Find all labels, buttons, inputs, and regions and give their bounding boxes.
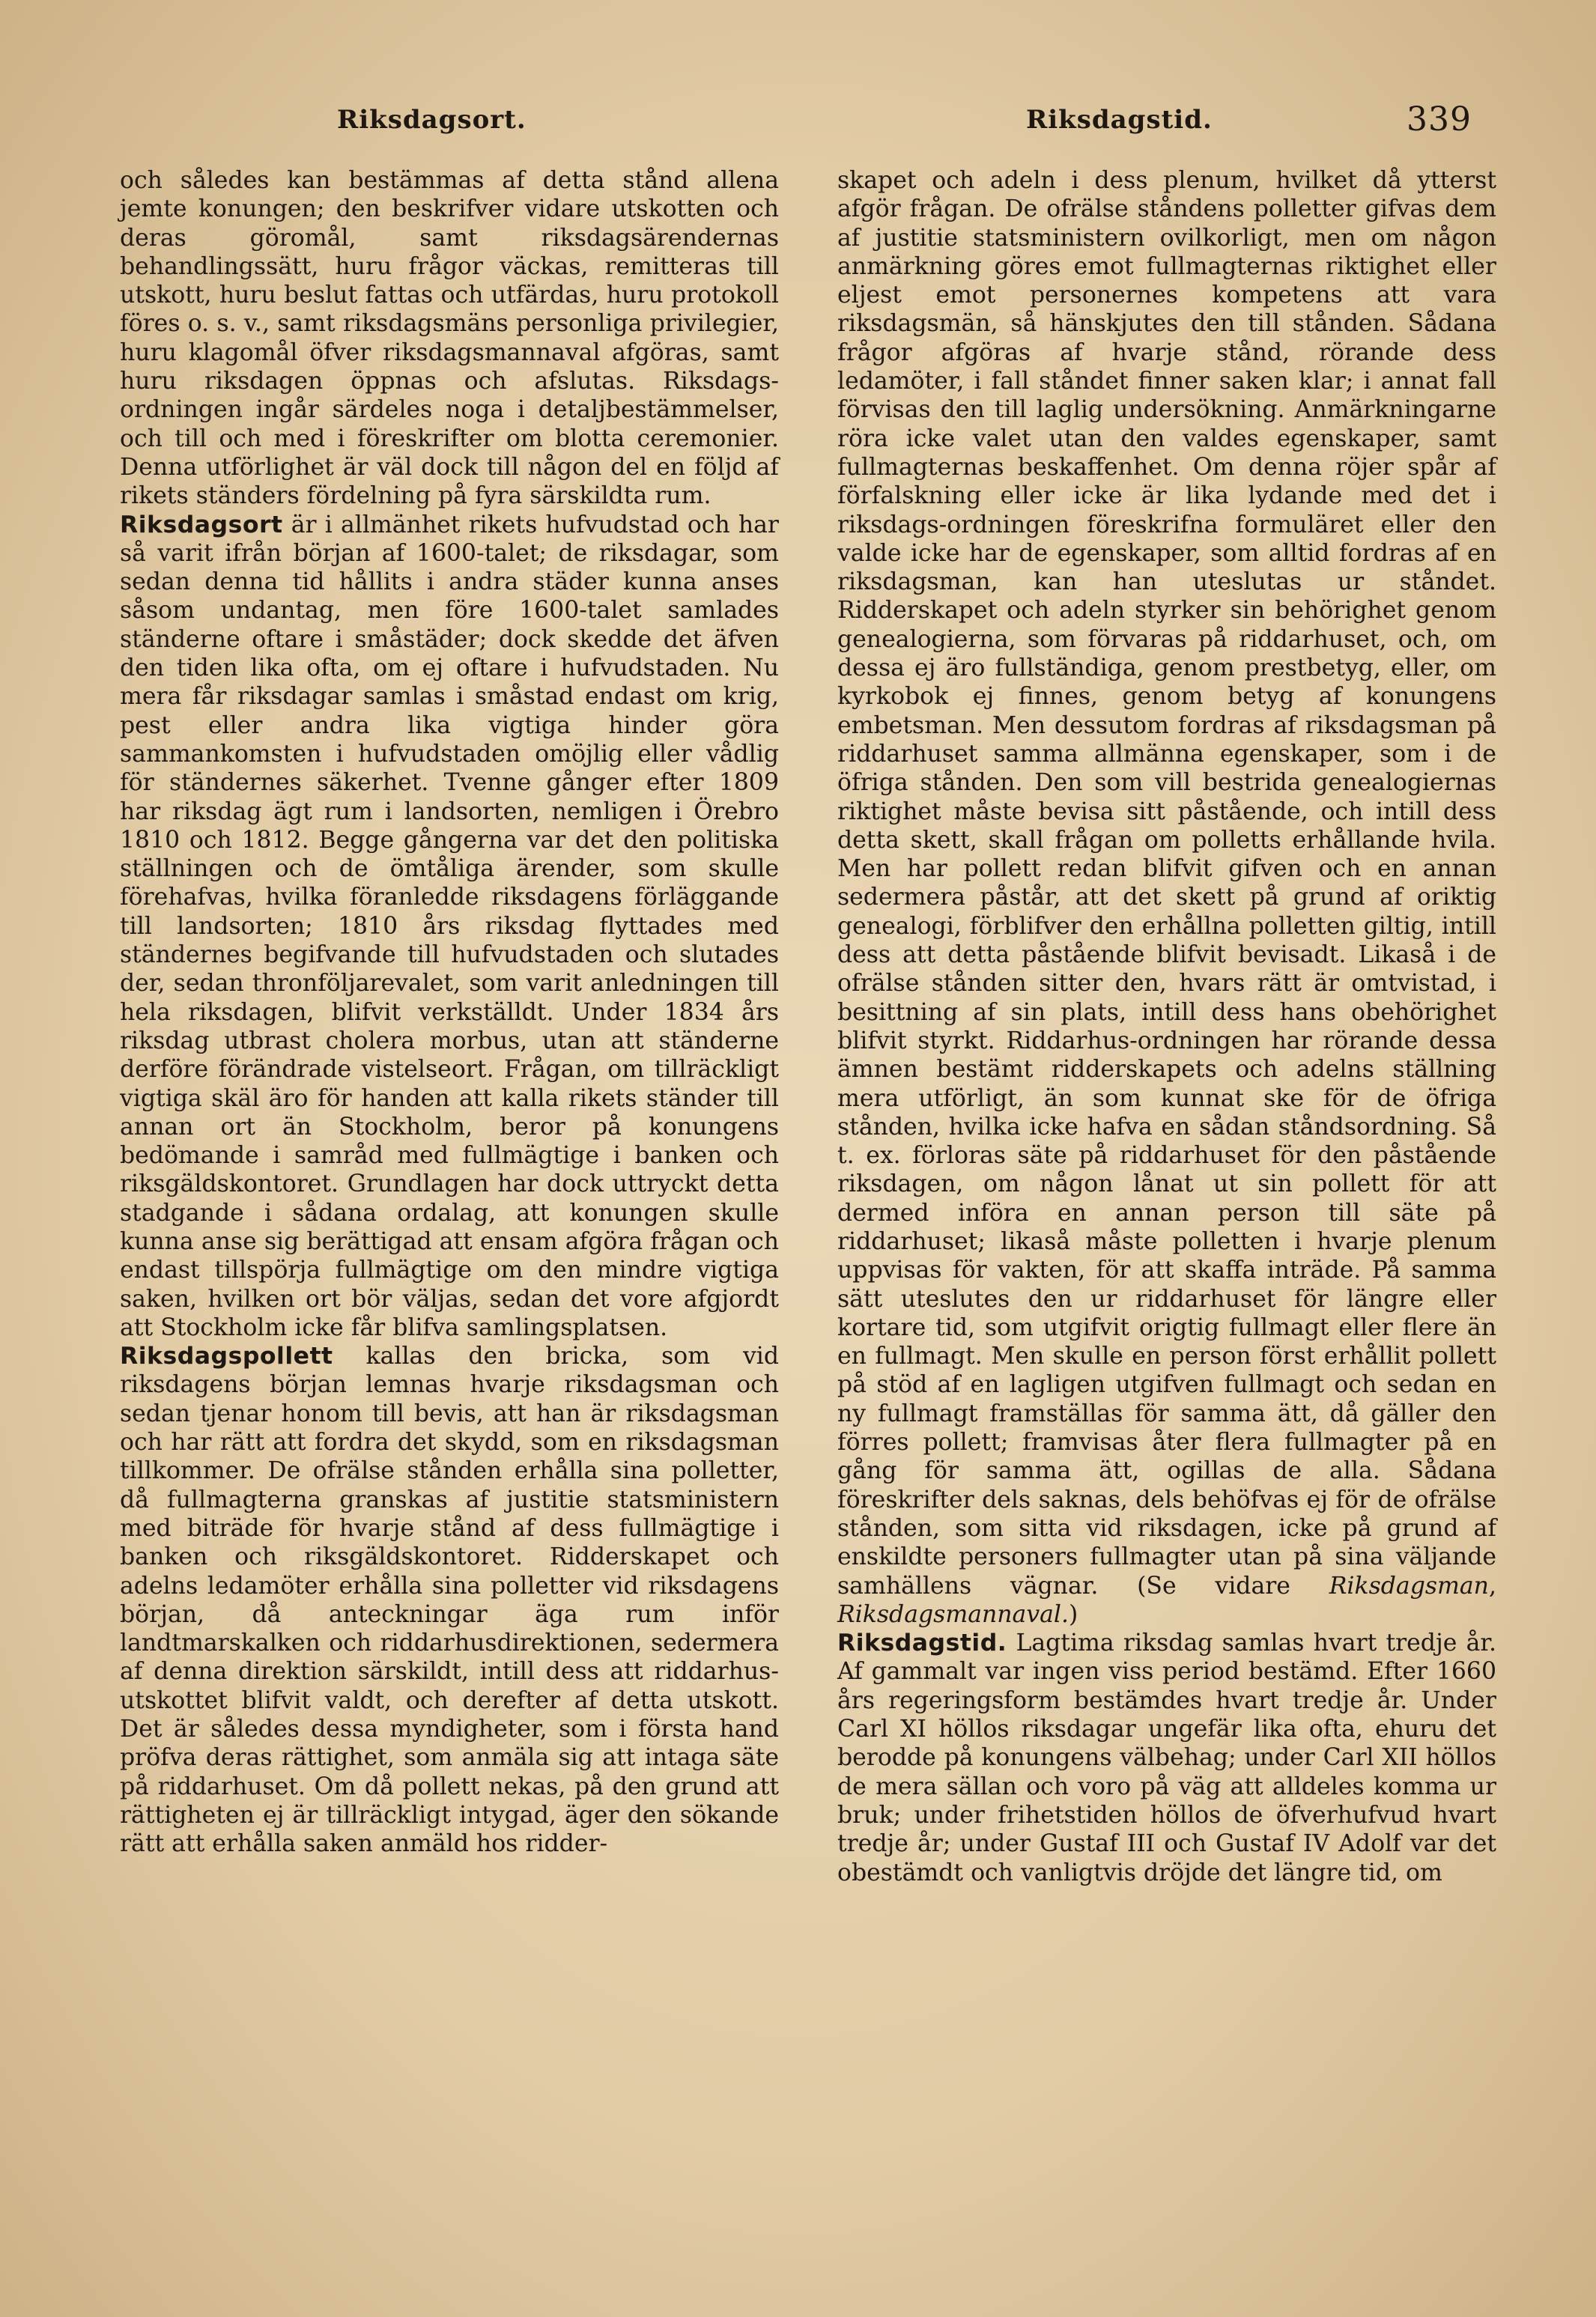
entry-riksdagspollett xyxy=(120,1342,779,1858)
entry-text: Lagtima riksdag samlas hvart tredje år. Af gammalt var ingen viss period bestämd. Efter 1660 års regeringsform bestämdes hvart tredje år. Under Carl XI höllos riksdagar ungefär lika ofta, ehuru det berodde på konungens välbehag; under Carl XII höllos de mera sällan och voro på väg att alldeles komma ur bruk; under frihetstiden höllos de öfverhufvud hvart tredje år; under Gustaf III och Gustaf IV Adolf var det obestämdt och vanligtvis dröjde det längre tid, om xyxy=(837,1630,1496,1886)
running-header-left: Riksdagsort. xyxy=(337,105,527,135)
cross-reference: Riksdagsmannaval. xyxy=(837,1600,1069,1628)
running-header-right: Riksdagstid. xyxy=(1026,105,1213,135)
reference-close: ) xyxy=(1069,1600,1078,1628)
entry-headword: Riksdagstid. xyxy=(837,1630,1007,1657)
entry-headword: Riksdagspollett xyxy=(120,1343,333,1370)
left-column xyxy=(120,166,779,1859)
cross-reference: Riksdagsman xyxy=(1329,1572,1489,1600)
entry-text: är i allmänhet rikets hufvudstad och har så varit ifrån början af 1600-talet; de riksdagar, som sedan denna tid hållits i andra städer kunna anses såsom undantag, men före 1600-talet samlades ständerne oftare i småstäder; dock skedde det äfven den tiden lika ofta, om ej oftare i hufvudstaden. Nu mera får riksdagar samlas i småstad endast om krig, pest eller andra lika vigtiga hinder göra sammankomsten i hufvudstaden omöjlig eller vådlig för ständernes säkerhet. Tvenne gånger efter 1809 har riksdag ägt rum i landsorten, nemligen i Örebro 1810 och 1812. Begge gångerna var det den politiska ställningen och de ömtåliga ärender, som skulle förehafvas, hvilka föranledde riksdagens förläggande till landsorten; 1810 års riksdag flyttades med ständernes begifvande till hufvudstaden och slutades der, sedan thronföljarevalet, som varit anledningen till hela riksdagen, blifvit verkställdt. Under 1834 års riksdag utbrast cholera morbus, utan att ständerne derföre förändrade vistelseort. Frågan, om tillräckligt vigtiga skäl äro för handen att kalla rikets ständer till annan ort än Stockholm, beror på konungens bedömande i samråd med fullmägtige i banken och riksgäldskontoret. Grundlagen har dock uttryckt detta stadgande i sådana ordalag, att konungen skulle kunna anse sig berättigad att ensam afgöra frågan och endast tillspörja fullmägtige om den mindre vigtiga saken, hvilken ort bör väljas, sedan det vore afgjordt att Stockholm icke får blifva samlingsplatsen. xyxy=(120,511,779,1341)
page-number: 339 xyxy=(1407,100,1472,139)
right-column xyxy=(837,166,1496,1887)
entry-headword: Riksdagsort xyxy=(120,511,283,538)
continued-paragraph xyxy=(837,166,1496,1629)
continued-paragraph xyxy=(120,166,779,511)
reference-separator: , xyxy=(1488,1572,1496,1600)
paragraph-text: och således kan bestämmas af detta stånd allena jemte konungen; den beskrifver vidare utskotten och deras göromål, samt riksdagsärendernas behandlingssätt, huru frågor väckas, remitteras till utskott, huru beslut fattas och utfärdas, huru protokoll föres o. s. v., samt riksdagsmäns personliga privilegier, huru klagomål öfver riksdagsmannaval afgöras, samt huru riksdagen öppnas och afslutas. Riksdags-ordningen ingår särdeles noga i detaljbestämmelser, och till och med i föreskrifter om blotta ceremonier. Denna utförlighet är väl dock till någon del en följd af rikets ständers fördelning på fyra särskildta rum. xyxy=(120,167,779,510)
paragraph-text: skapet och adeln i dess plenum, hvilket då ytterst afgör frågan. De ofrälse ståndens polletter gifvas dem af justitie statsministern ovilkorligt, men om någon anmärkning göres emot fullmagternas riktighet eller eljest emot personernes kompetens att vara riksdagsmän, så hänskjutes den till stånden. Sådana frågor afgöras af hvarje stånd, rörande dess ledamöter, i fall ståndet finner saken klar; i annat fall förvisas den till laglig undersökning. Anmärkningarne röra icke valet utan den valdes egenskaper, samt fullmagternas beskaffenhet. Om denna röjer spår af förfalskning eller icke är lika lydande med det i riksdags-ordningen föreskrifna formuläret eller den valde icke har de egenskaper, som alltid fordras af en riksdagsman, kan han uteslutas ur ståndet. Ridderskapet och adeln styrker sin behörighet genom genealogierna, som förvaras på riddarhuset, och, om dessa ej äro fullständiga, genom prestbetyg, eller, om kyrkobok ej finnes, genom betyg af konungens embetsman. Men dessutom fordras af riksdagsman på riddarhuset samma allmänna egenskaper, som i de öfriga stånden. Den som vill bestrida genealogiernas riktighet måste bevisa sitt påstående, och intill dess detta skett, skall frågan om polletts erhållande hvila. Men har pollett redan blifvit gifven och en annan sedermera påstår, att det skett på grund af oriktig genealogi, förblifver den erhållna polletten giltig, intill dess att detta påstående blifvit bevisadt. Likaså i de ofrälse stånden sitter den, hvars rätt är omtvistad, i besittning af sin plats, intill dess hans obehörighet blifvit styrkt. Riddarhus-ordningen har rörande dessa ämnen bestämt ridderskapets och adelns ställning mera utförligt, än som kunnat ske för de öfriga stånden, hvilka icke hafva en sådan ståndsordning. Så t. ex. förloras säte på riddarhuset för den påstående riksdagen, om någon lånat ut sin pollett för att dermed införa en annan person till säte på riddarhuset; likaså måste polletten i hvarje plenum uppvisas för vakten, för att skaffa inträde. På samma sätt uteslutes den ur riddarhuset för längre eller kortare tid, som utgifvit origtig fullmagt eller flere än en fullmagt. Men skulle en person först erhållit pollett på stöd af en lagligen utgifven fullmagt och sedan en ny fullmagt framställas för samma ätt, då gäller den förres pollett; framvisas åter flera fullmagter på en gång för samma ätt, ogillas de alla. Sådana föreskrifter dels saknas, dels behöfvas ej för de ofrälse stånden, som sitta vid riksdagen, icke på grund af enskildte personers fullmagter utan på sina väljande samhällens vägnar. (Se vidare xyxy=(837,167,1496,1600)
entry-text: kallas den bricka, som vid riksdagens början lemnas hvarje riksdagsman och sedan tjenar honom till bevis, att han är riksdagsman och har rätt att fordra det skydd, som en riksdagsman tillkommer. De ofrälse stånden erhålla sina polletter, då fullmagterna granskas af justitie statsministern med biträde för hvarje stånd af dess fullmägtige i banken och riksgäldskontoret. Ridderskapet och adelns ledamöter erhålla sina polletter vid riksdagens början, då anteckningar äga rum inför landtmarskalken och riddarhusdirektionen, sedermera af denna direktion särskildt, intill dess att riddarhus-utskottet blifvit valdt, och derefter af detta utskott. Det är således dessa myndigheter, som i första hand pröfva deras rättighet, som anmäla sig att intaga säte på riddarhuset. Om då pollett nekas, på den grund att rättigheten ej är tillräckligt intygad, äger den sökande rätt att erhålla saken anmäld hos ridder- xyxy=(120,1343,779,1858)
entry-riksdagsort xyxy=(120,511,779,1343)
entry-riksdagstid xyxy=(837,1629,1496,1887)
